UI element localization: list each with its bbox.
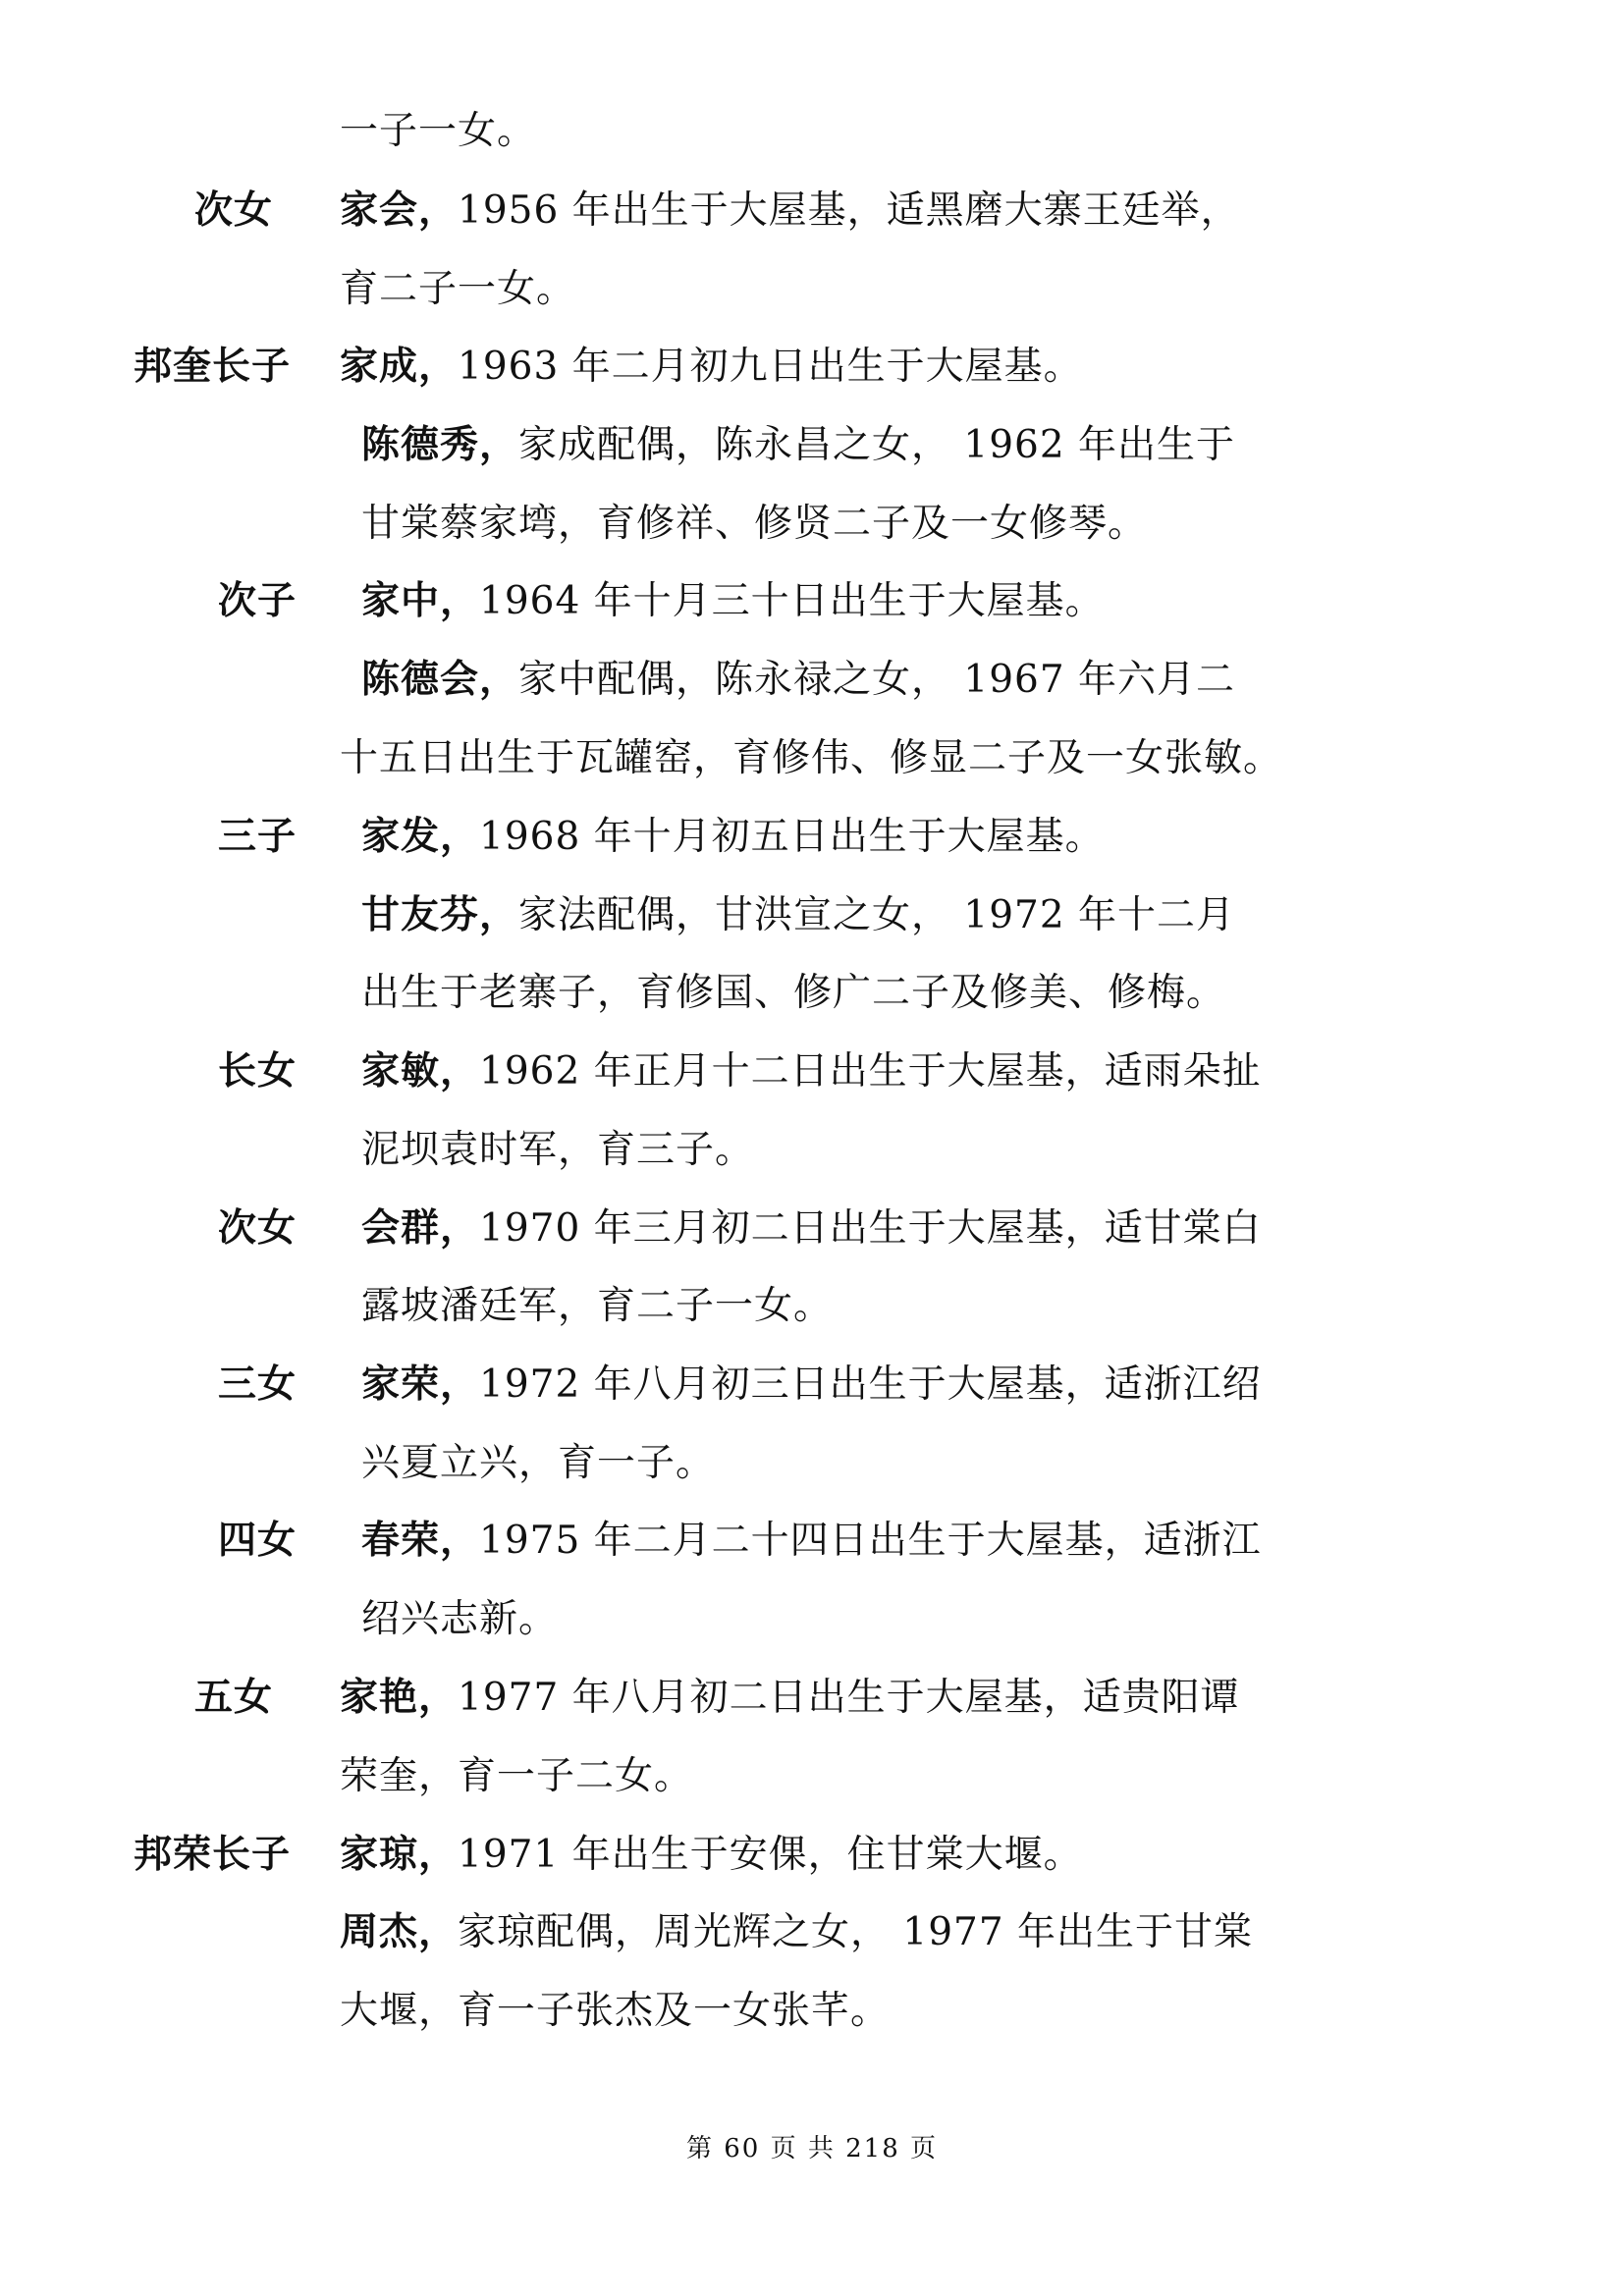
entry-name: 家琼， xyxy=(340,1833,459,1877)
entry-name: 陈德会， xyxy=(361,658,519,702)
entry-continuation: 泥坝袁时军，育三子。 xyxy=(361,1128,755,1172)
entry-line xyxy=(361,814,1105,861)
entry-text: 一子一女。 xyxy=(340,109,537,153)
entry-text: 1971 年出生于安倮，住甘棠大堰。 xyxy=(458,1833,1083,1877)
entry-label: 三子 xyxy=(218,815,298,859)
entry-text: 1975 年二月二十四日出生于大屋基，适浙江 xyxy=(479,1519,1262,1563)
entry-text: 家成配偶，陈永昌之女， 1962 年出生于 xyxy=(518,423,1236,467)
entry-line xyxy=(361,578,1105,625)
entry-label: 邦奎长子 xyxy=(134,345,292,389)
page-footer: 第 60 页 共 218 页 xyxy=(685,2134,939,2163)
entry-label: 五女 xyxy=(194,1676,274,1720)
entry-continuation: 荣奎，育一子二女。 xyxy=(340,1754,694,1798)
entry-text: 家中配偶，陈永禄之女， 1967 年六月二 xyxy=(518,658,1236,702)
entry-name: 家成， xyxy=(340,345,459,389)
entry-label: 三女 xyxy=(218,1362,298,1407)
entry-name: 陈德秀， xyxy=(361,423,519,467)
entry-label: 长女 xyxy=(218,1049,298,1094)
entry-text: 家法配偶，甘洪宣之女， 1972 年十二月 xyxy=(518,893,1236,937)
entry-line xyxy=(361,1205,1262,1253)
entry-label: 邦荣长子 xyxy=(134,1833,292,1877)
entry-text: 1962 年正月十二日出生于大屋基，适雨朵扯 xyxy=(479,1049,1262,1094)
entry-name: 家发， xyxy=(361,815,480,859)
entry-name: 家中， xyxy=(361,579,480,623)
entry-line xyxy=(361,892,1235,939)
entry-text: 1964 年十月三十日出生于大屋基。 xyxy=(479,579,1105,623)
entry-continuation: 露坡潘廷军，育二子一女。 xyxy=(361,1284,834,1328)
entry-text: 1968 年十月初五日出生于大屋基。 xyxy=(479,815,1105,859)
entry-label: 四女 xyxy=(218,1519,298,1563)
entry-name: 家会， xyxy=(340,188,459,233)
entry-name: 周杰， xyxy=(340,1910,459,1954)
entry-continuation: 育二子一女。 xyxy=(340,267,576,311)
entry-line xyxy=(340,1832,1083,1879)
entry-continuation: 大堰，育一子张杰及一女张芊。 xyxy=(340,1989,891,2033)
entry-label: 次女 xyxy=(218,1206,298,1251)
entry-line xyxy=(361,1518,1262,1565)
entry-line xyxy=(361,1048,1262,1095)
entry-name: 家敏， xyxy=(361,1049,480,1094)
entry-text: 家琼配偶，周光辉之女， 1977 年出生于甘棠 xyxy=(458,1910,1254,1954)
entry-continuation: 甘棠蔡家塆，育修祥、修贤二子及一女修琴。 xyxy=(361,502,1148,546)
entry-name: 春荣， xyxy=(361,1519,480,1563)
entry-continuation: 绍兴志新。 xyxy=(361,1597,559,1641)
entry-text: 1956 年出生于大屋基，适黑磨大寨王廷举， xyxy=(458,188,1240,233)
entry-line xyxy=(340,1909,1253,1956)
entry-name: 家艳， xyxy=(340,1676,459,1720)
entry-text: 1977 年八月初二日出生于大屋基，适贵阳谭 xyxy=(458,1676,1240,1720)
entry-text: 1963 年二月初九日出生于大屋基。 xyxy=(458,345,1083,389)
entry-continuation: 兴夏立兴，育一子。 xyxy=(361,1441,716,1485)
entry-line xyxy=(340,344,1083,391)
entry-line xyxy=(361,657,1235,704)
entry-continuation: 十五日出生于瓦罐窑，育修伟、修显二子及一女张敏。 xyxy=(340,736,1283,780)
entry-label: 次女 xyxy=(194,188,274,233)
entry-line xyxy=(361,1362,1262,1409)
entry-name: 甘友芬， xyxy=(361,893,519,937)
entry-text: 1972 年八月初三日出生于大屋基，适浙江绍 xyxy=(479,1362,1262,1407)
entry-continuation: 出生于老寨子，育修国、修广二子及修美、修梅。 xyxy=(361,971,1226,1015)
entry-text: 1970 年三月初二日出生于大屋基，适甘棠白 xyxy=(479,1206,1262,1251)
entry-line xyxy=(340,1675,1240,1722)
entry-name: 会群， xyxy=(361,1206,480,1251)
entry-line xyxy=(361,422,1235,469)
entry-name: 家荣， xyxy=(361,1362,480,1407)
entry-line xyxy=(340,187,1240,235)
entry-label: 次子 xyxy=(218,579,298,623)
